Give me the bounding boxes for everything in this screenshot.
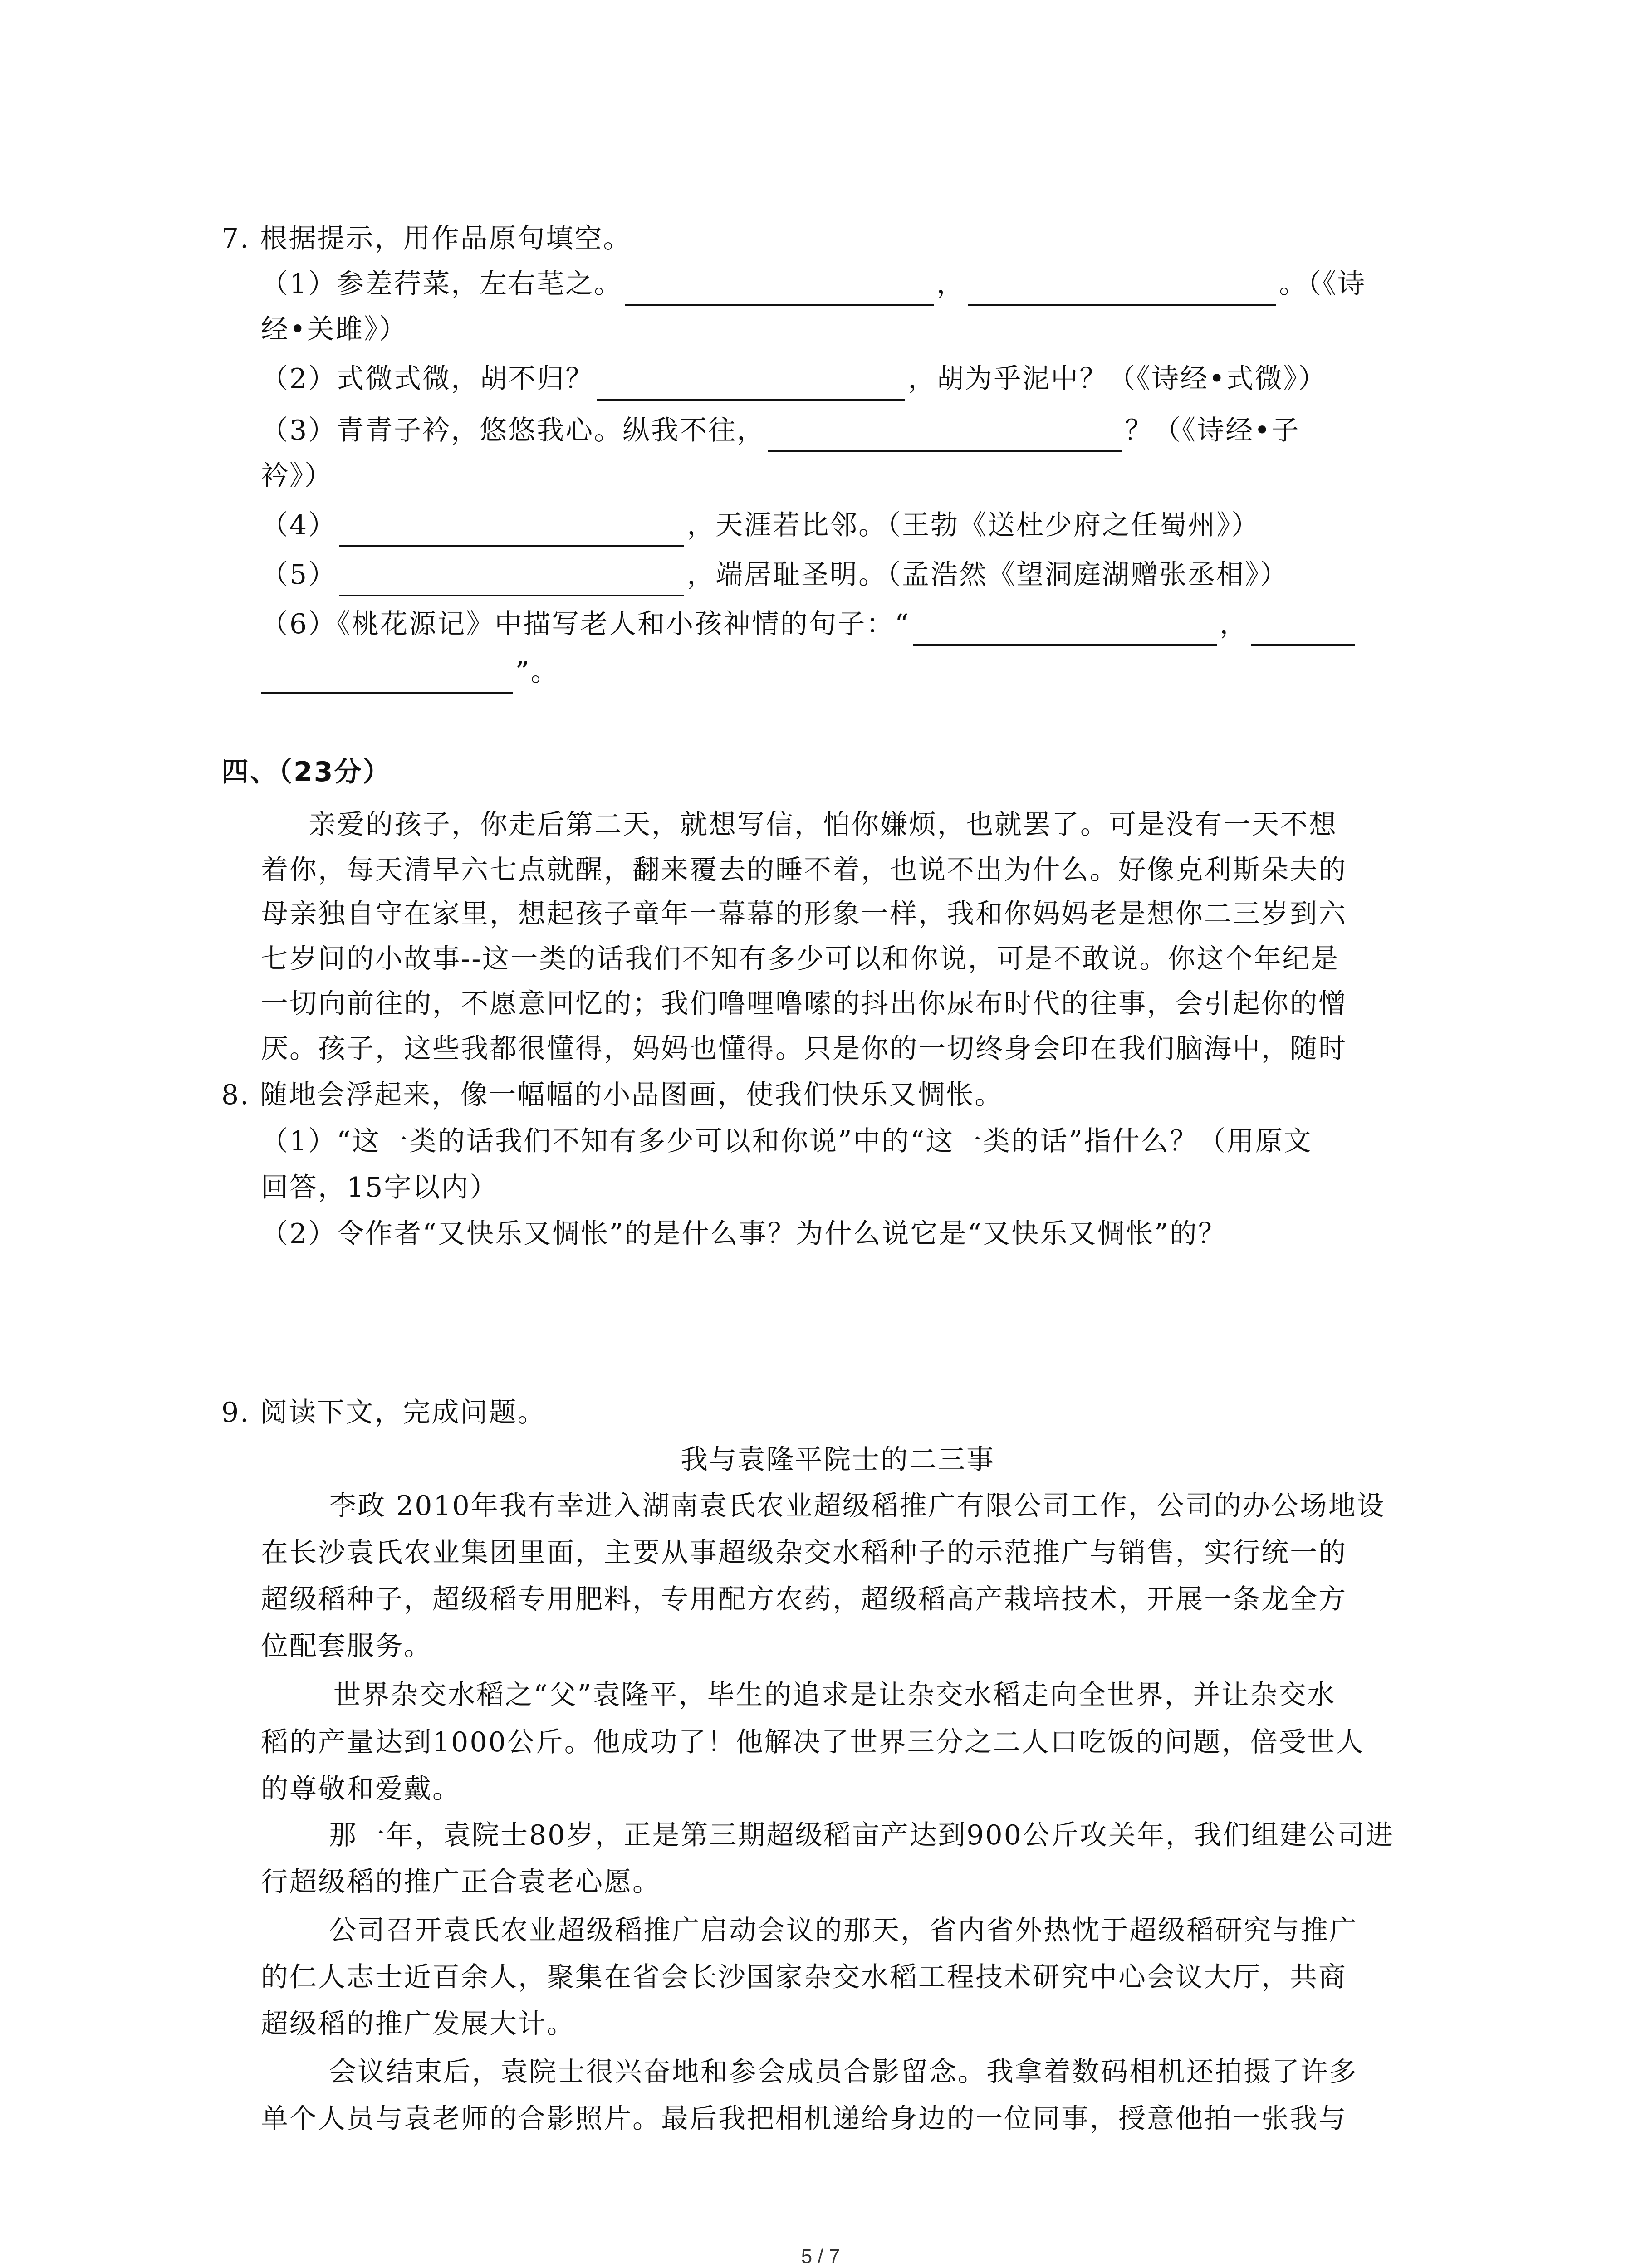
- article-line: 世界杂交水稻之“父”袁隆平，毕生的追求是让杂交水稻走向全世界，并让杂交水: [333, 1679, 1336, 1711]
- article-line: 会议结束后，袁院士很兴奋地和参会成员合影留念。我拿着数码相机还拍摄了许多: [329, 2056, 1358, 2088]
- article-line: 在长沙袁氏农业集团里面，主要从事超级杂交水稻种子的示范推广与销售，实行统一的: [261, 1537, 1347, 1569]
- answer-blank[interactable]: [597, 367, 905, 401]
- passage-line: 厌。孩子，这些我都很懂得，妈妈也懂得。只是你的一切终身会印在我们脑海中，随时: [261, 1033, 1347, 1065]
- passage-line: 8. 随地会浮起来，像一幅幅的小品图画，使我们快乐又惆怅。: [221, 1079, 1004, 1111]
- passage-line: 一切向前往的，不愿意回忆的；我们噜哩噜嗦的抖出你尿布时代的往事，会引起你的憎: [261, 988, 1347, 1020]
- article-line: 稻的产量达到1000公斤。他成功了！他解决了世界三分之二人口吃饭的问题，倍受世人: [261, 1726, 1365, 1758]
- article-line: 单个人员与袁老师的合影照片。最后我把相机递给身边的一位同事，授意他拍一张我与: [261, 2103, 1347, 2135]
- q7-item-6: （6）《桃花源记》中描写老人和小孩神情的句子：“ ，: [261, 602, 1358, 646]
- q7-item-1: （1）参差荇菜，左右芼之。 ， 。（《诗: [261, 262, 1366, 306]
- answer-blank[interactable]: [339, 513, 684, 547]
- q7-item-3-cont: 衿》）: [261, 460, 333, 492]
- section-4-heading: 四、（23分）: [221, 756, 392, 788]
- article-line: 超级稻的推广发展大计。: [261, 2008, 575, 2040]
- article-line: 的尊敬和爱戴。: [261, 1773, 461, 1805]
- answer-blank[interactable]: [339, 563, 684, 596]
- q7-title: 7. 根据提示，用作品原句填空。: [221, 223, 632, 254]
- passage-line: 着你，每天清早六七点就醒，翻来覆去的睡不着，也说不出为什么。好像克利斯朵夫的: [261, 854, 1347, 886]
- q7-item-4: （4） ，天涯若比邻。（王勃《送杜少府之任蜀州》）: [261, 503, 1260, 547]
- q8-number: 8.: [221, 1079, 250, 1111]
- q8-sub1: （1）“这一类的话我们不知有多少可以和你说”中的“这一类的话”指什么？（用原文: [261, 1125, 1313, 1157]
- article-line: 行超级稻的推广正合袁老心愿。: [261, 1866, 661, 1898]
- article-line: 的仁人志士近百余人，聚集在省会长沙国家杂交水稻工程技术研究中心会议大厅，共商: [261, 1961, 1347, 1993]
- q7-item-6-cont: ”。: [261, 650, 559, 694]
- answer-blank[interactable]: [625, 272, 934, 306]
- answer-blank[interactable]: [913, 612, 1217, 646]
- article-title: 我与袁隆平院士的二三事: [681, 1444, 995, 1476]
- article-line: 公司召开袁氏农业超级稻推广启动会议的那天，省内省外热忱于超级稻研究与推广: [329, 1915, 1358, 1946]
- q7-item-1-cont: 经•关雎》）: [261, 313, 408, 345]
- passage-line: 母亲独自守在家里，想起孩子童年一幕幕的形象一样，我和你妈妈老是想你二三岁到六: [261, 898, 1347, 930]
- q8-sub1-cont: 回答，15字以内）: [261, 1172, 499, 1203]
- answer-blank[interactable]: [261, 660, 513, 694]
- passage-line: 亲爱的孩子，你走后第二天，就想写信，怕你嫌烦，也就罢了。可是没有一天不想: [309, 809, 1337, 841]
- article-line: 李政 2010年我有幸进入湖南袁氏农业超级稻推广有限公司工作，公司的办公场地设: [329, 1490, 1386, 1522]
- answer-blank[interactable]: [968, 272, 1276, 306]
- q7-item-2: （2）式微式微，胡不归？ ，胡为乎泥中？（《诗经•式微》）: [261, 357, 1327, 401]
- answer-blank[interactable]: [768, 419, 1122, 452]
- article-line: 位配套服务。: [261, 1630, 432, 1662]
- article-line: 那一年，袁院士80岁，正是第三期超级稻亩产达到900公斤攻关年，我们组建公司进: [329, 1819, 1394, 1851]
- answer-blank[interactable]: [1251, 612, 1355, 646]
- q7-item-3: （3）青青子衿，悠悠我心。纵我不往， ？（《诗经•子: [261, 409, 1300, 452]
- q8-sub2: （2）令作者“又快乐又惆怅”的是什么事？为什么说它是“又快乐又惆怅”的？: [261, 1218, 1227, 1250]
- passage-line: 七岁间的小故事--这一类的话我们不知有多少可以和你说，可是不敢说。你这个年纪是: [261, 943, 1340, 975]
- q7-item-5: （5） ，端居耻圣明。（孟浩然《望洞庭湖赠张丞相》）: [261, 553, 1288, 596]
- article-line: 超级稻种子，超级稻专用肥料，专用配方农药，超级稻高产栽培技术，开展一条龙全方: [261, 1584, 1347, 1615]
- q9-title: 9. 阅读下文，完成问题。: [221, 1397, 546, 1428]
- page-number: 5 / 7: [801, 2245, 840, 2268]
